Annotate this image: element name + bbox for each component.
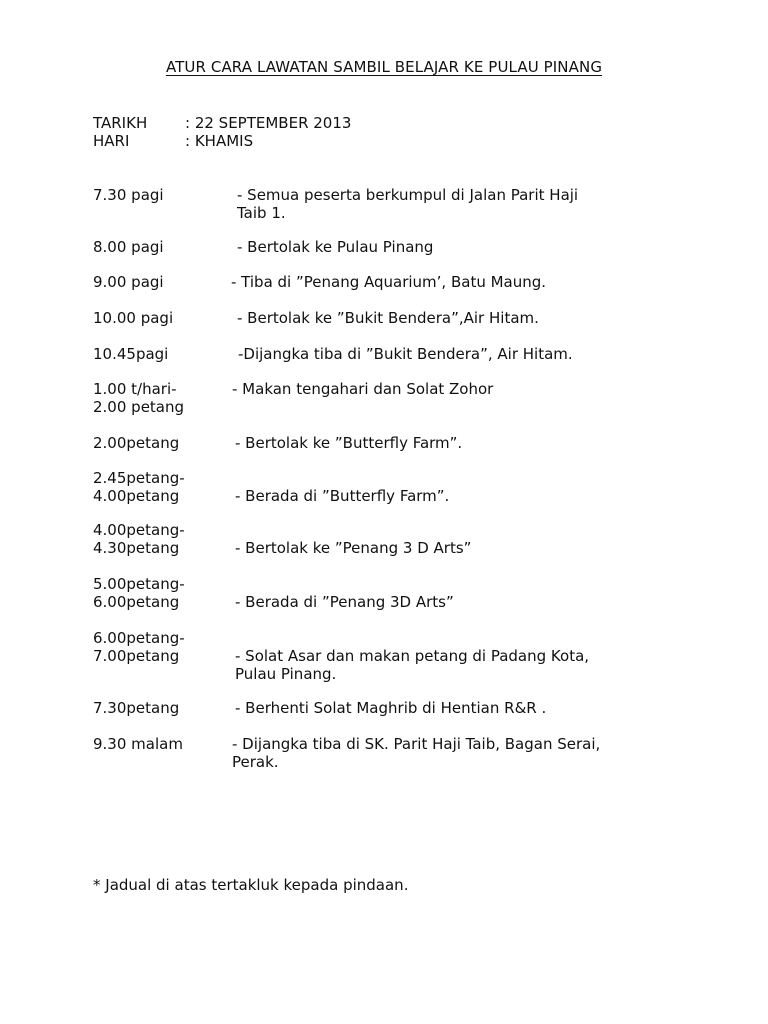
schedule-time: 1.00 t/hari- 2.00 petang [93, 380, 185, 416]
schedule-time: 2.00petang [93, 434, 180, 452]
day-label: HARI [93, 132, 130, 150]
schedule-time: 2.45petang- 4.00petang [93, 469, 185, 505]
schedule-activity: - Bertolak ke ”Butterfly Farm”. [235, 434, 463, 452]
schedule-activity: - Berada di ”Penang 3D Arts” [235, 593, 454, 611]
schedule-activity: - Semua peserta berkumpul di Jalan Parit Haji Taib 1. [237, 186, 579, 222]
schedule-time: 5.00petang- 6.00petang [93, 575, 185, 611]
schedule-activity: - Solat Asar dan makan petang di Padang Kota, Pulau Pinang. [235, 647, 590, 683]
schedule-activity: - Tiba di ”Penang Aquarium’, Batu Maung. [231, 273, 547, 291]
day-value: : KHAMIS [185, 132, 254, 150]
schedule-activity: - Berhenti Solat Maghrib di Hentian R&R . [235, 699, 547, 717]
schedule-activity: -Dijangka tiba di ”Bukit Bendera”, Air Hitam. [238, 345, 573, 363]
schedule-time: 7.30petang [93, 699, 180, 717]
schedule-time: 8.00 pagi [93, 238, 164, 256]
schedule-activity: - Makan tengahari dan Solat Zohor [232, 380, 494, 398]
schedule-time: 9.00 pagi [93, 273, 164, 291]
day-row [93, 132, 253, 150]
schedule-time: 10.45pagi [93, 345, 169, 363]
schedule-time: 10.00 pagi [93, 309, 174, 327]
schedule-time: 4.00petang- 4.30petang [93, 521, 185, 557]
footnote: * Jadual di atas tertakluk kepada pindaan. [93, 876, 409, 894]
date-value: : 22 SEPTEMBER 2013 [185, 114, 352, 132]
schedule-activity: - Dijangka tiba di SK. Parit Haji Taib, Bagan Serai, Perak. [232, 735, 601, 771]
page-title: ATUR CARA LAWATAN SAMBIL BELAJAR KE PULAU PINANG [165, 58, 603, 76]
schedule-activity: - Bertolak ke ”Penang 3 D Arts” [235, 539, 472, 557]
schedule-activity: - Bertolak ke ”Bukit Bendera”,Air Hitam. [237, 309, 539, 327]
date-label: TARIKH [93, 114, 148, 132]
schedule-time: 6.00petang- 7.00petang [93, 629, 185, 665]
date-row [93, 114, 351, 132]
schedule-time: 9.30 malam [93, 735, 183, 753]
schedule-activity: - Bertolak ke Pulau Pinang [237, 238, 434, 256]
schedule-time: 7.30 pagi [93, 186, 164, 204]
schedule-activity: - Berada di ”Butterfly Farm”. [235, 487, 450, 505]
